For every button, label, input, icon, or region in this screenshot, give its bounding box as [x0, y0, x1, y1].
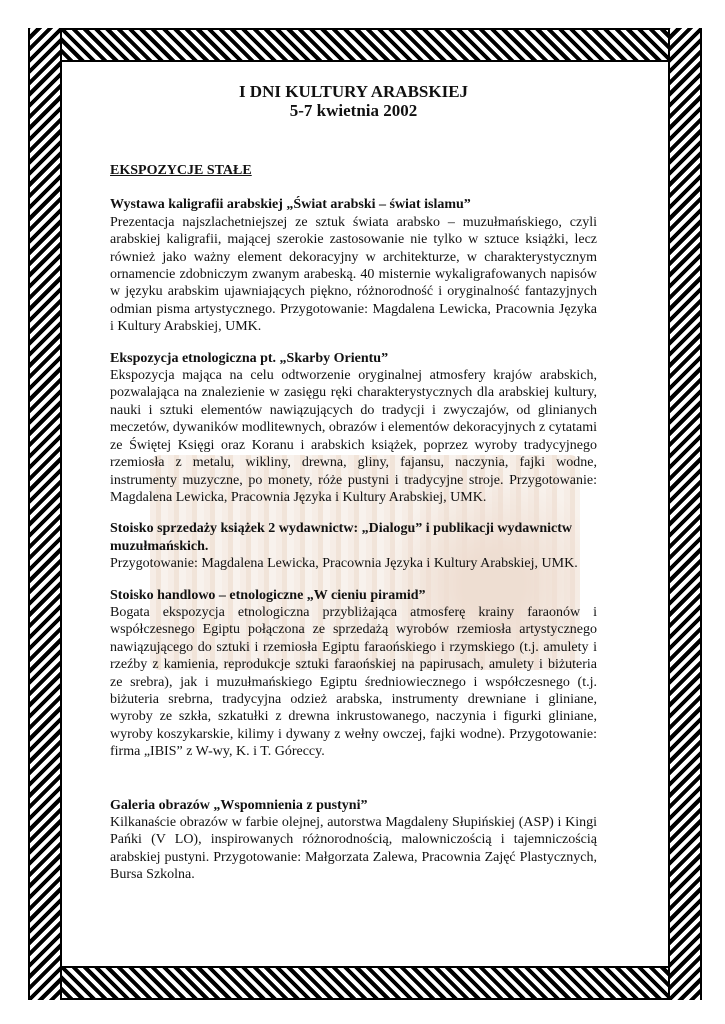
exhibit-description: Bogata ekspozycja etnologiczna przybliżająca atmosferę krainy faraonów i współczesnego Egiptu połączona ze sprzedażą wyrobów rzemiosła artystycznego nawiązującego do sztuki i rzemiosła Egiptu faraońskiego i rzymskiego (t.j. amulety i rzeźby z kamienia, reprodukcje sztuki faraońskiej na papirusach, amulety i biżuteria ze srebra), jak i muzułmańskiego Egiptu średniowiecznego i współczesnego (t.j. biżuteria srebrna, tradycyjna odzież arabska, instrumenty drewniane i gliniane, wyroby ze szkła, szkatułki z drewna inkrustowanego, naczynia i figurki gliniane, wyroby koszykarskie, kilimy i dywany z wełny owczej, fajki wodne). Przygotowanie: firma „IBIS” z W-wy, K. i T. Góreccy. [110, 604, 597, 760]
exhibit-description: Przygotowanie: Magdalena Lewicka, Pracownia Języka i Kultury Arabskiej, UMK. [110, 556, 578, 572]
exhibit-title: Stoisko handlowo – etnologiczne „W cieniu piramid” [110, 587, 426, 603]
exhibit-description: Ekspozycja mająca na celu odtworzenie oryginalnej atmosfery krajów arabskich, pozwalająca na znalezienie w zasięgu ręki charakterystycznych dla arabskiej kultury, nauki i sztuki elementów nawiązujących do tradycji i zwyczajów, od glinianych meczetów, dywaników modlitewnych, obrazów i elementów dekoracyjnych z cytatami ze Świętej Księgi oraz Koranu i arabskich książek, poprzez wyroby tradycyjnego rzemiosła z metalu, wikliny, drewna, gliny, fajansu, naczynia, fajki wodne, instrumenty muzyczne, po monety, róże pustyni i tradycyjne stroje. Przygotowanie: Magdalena Lewicka, Pracownia Języka i Kultury Arabskiej, UMK. [110, 368, 597, 505]
exhibit-ethnology [110, 350, 597, 507]
exhibit-title: Wystawa kaligrafii arabskiej „Świat arabski – świat islamu” [110, 197, 471, 213]
exhibit-description: Kilkanaście obrazów w farbie olejnej, autorstwa Magdaleny Słupińskiej (ASP) i Kingi Pańki (V LO), inspirowanych różnorodnością, malowniczością i tajemniczością arabskiej pustyni. Przygotowanie: Małgorzata Zalewa, Pracownia Zajęć Plastycznych, Bursa Szkolna. [110, 815, 597, 883]
exhibit-title: Ekspozycja etnologiczna pt. „Skarby Orientu” [110, 350, 389, 366]
exhibit-pyramids-stand [110, 587, 597, 761]
exhibit-title: Galeria obrazów „Wspomnienia z pustyni” [110, 797, 368, 813]
decorative-border-right [668, 28, 702, 1000]
exhibit-gallery [110, 797, 597, 884]
decorative-border-left [28, 28, 62, 1000]
document-body [110, 82, 597, 898]
exhibit-calligraphy [110, 196, 597, 335]
decorative-border-top [28, 28, 698, 62]
event-dates: 5-7 kwietnia 2002 [289, 101, 418, 120]
section-heading: EKSPOZYCJE STAŁE [110, 163, 252, 178]
exhibit-bookstand [110, 520, 597, 572]
exhibit-title: Stoisko sprzedaży książek 2 wydawnictw: „Dialogu” i publikacji wydawnictw muzułmańskich. [110, 521, 573, 554]
exhibit-description: Prezentacja najszlachetniejszej ze sztuk świata arabsko – muzułmańskiego, czyli arabskiej kaligrafii, mającej szerokie zastosowanie nie tylko w sztuce książki, lecz również jako ważny element dekoracyjny w architekturze, w charakterystycznym ornamencie zdobniczym zwanym arabeską. 40 misternie wykaligrafowanych napisów w języku arabskim ujawniających piękno, różnorodność i oryginalność fantazyjnych odmian pisma artystycznego. Przygotowanie: Magdalena Lewicka, Pracownia Języka i Kultury Arabskiej, UMK. [110, 214, 597, 335]
page-title: I DNI KULTURY ARABSKIEJ [238, 82, 469, 101]
decorative-border-bottom [28, 966, 698, 1000]
